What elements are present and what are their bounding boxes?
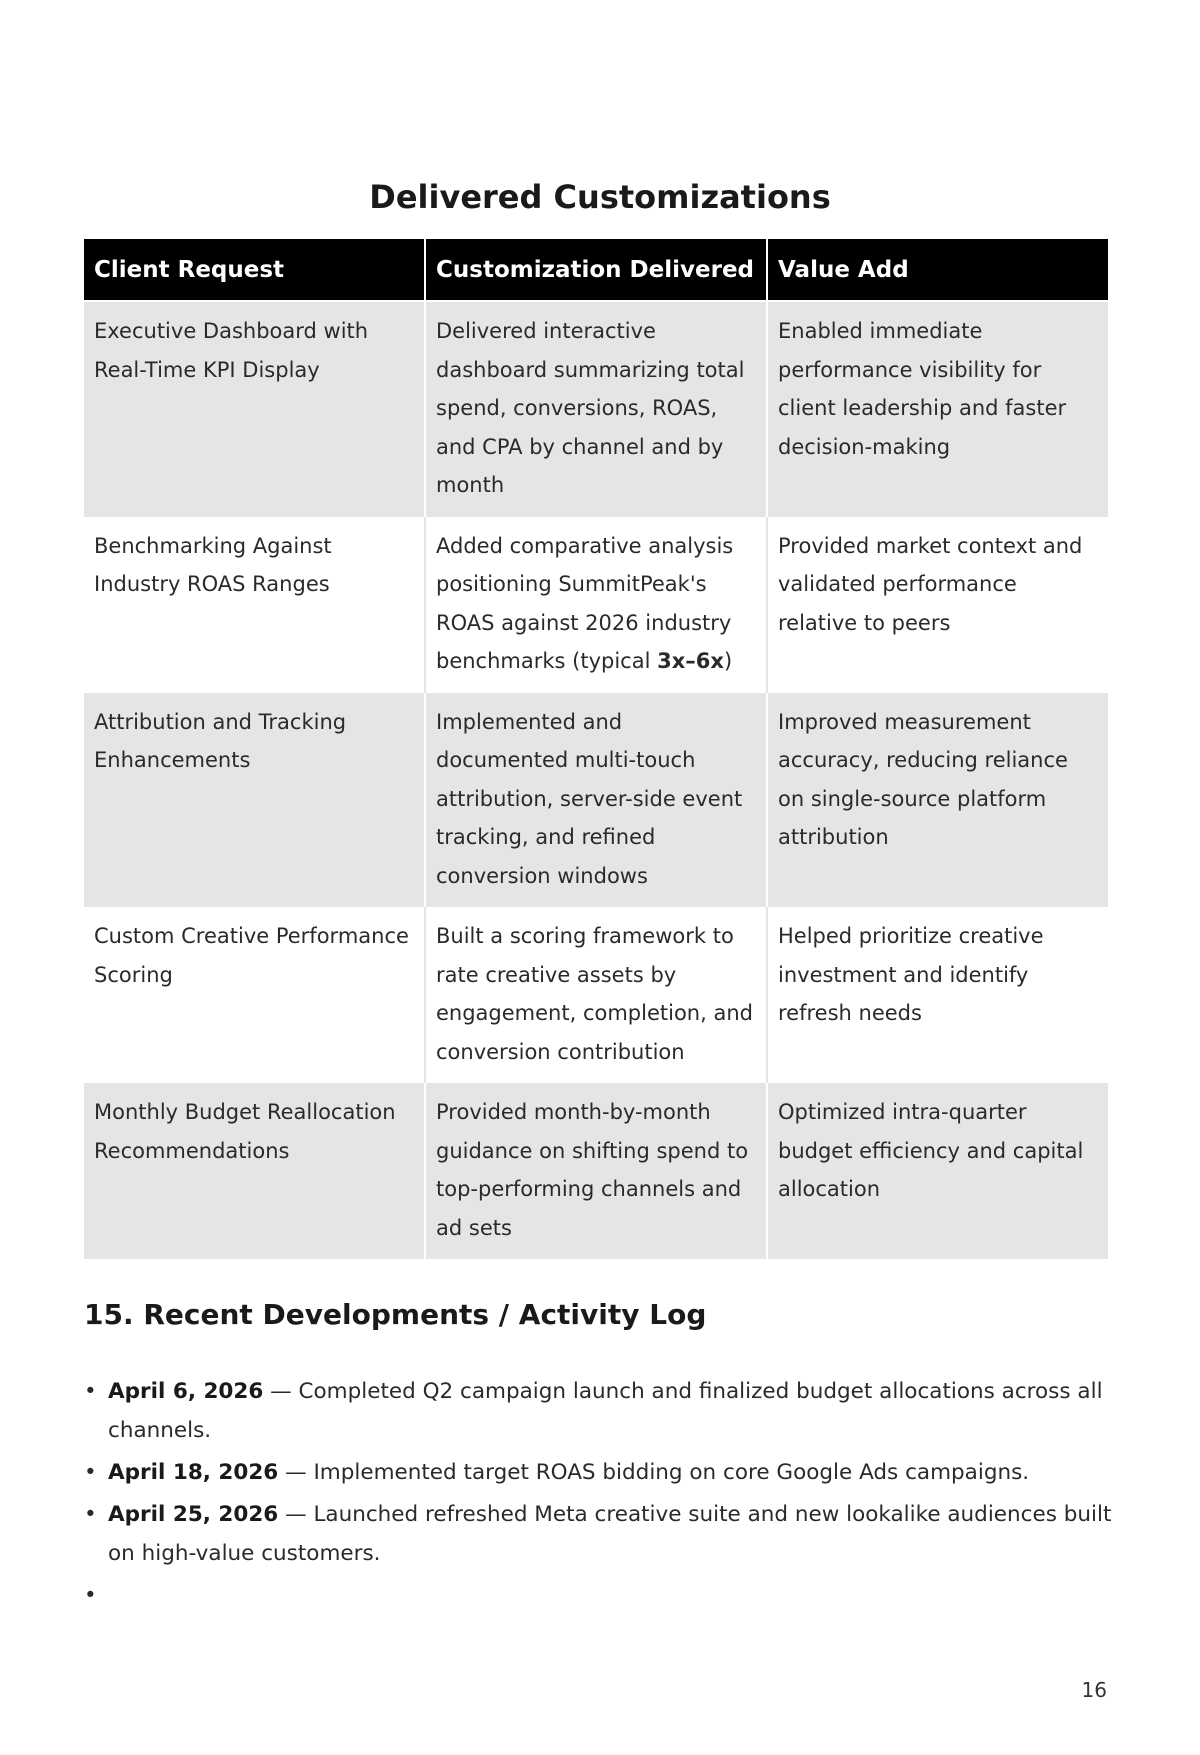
cell-value-add: Optimized intra-quarter budget efficiency and capital allocation <box>767 1083 1108 1259</box>
bullet-icon: • <box>84 1583 97 1608</box>
table-row <box>84 301 1108 517</box>
cell-text: Delivered interactive dashboard summarizing total spend, conversions, ROAS, and CPA by channel and by month <box>436 319 745 497</box>
page-number: 16 <box>1081 1678 1107 1702</box>
list-item <box>84 1453 1138 1492</box>
table-header-row <box>84 239 1108 301</box>
cell-value-add: Helped prioritize creative investment and identify refresh needs <box>767 907 1108 1083</box>
cell-client-request: Monthly Budget Reallocation Recommendations <box>84 1083 425 1259</box>
activity-date: April 6, 2026 <box>108 1379 264 1404</box>
bullet-icon: • <box>84 1460 97 1485</box>
cell-client-request: Attribution and Tracking Enhancements <box>84 693 425 908</box>
activity-log-heading: 15. Recent Developments / Activity Log <box>84 1298 707 1331</box>
section-title: Delivered Customizations <box>369 178 831 216</box>
cell-client-request: Executive Dashboard with Real-Time KPI Display <box>84 301 425 517</box>
table-row <box>84 693 1108 908</box>
cell-text: Added comparative analysis positioning SummitPeak's ROAS against 2026 industry benchmarks (typical <box>436 533 734 673</box>
list-item <box>84 1372 1138 1450</box>
cell-customization-delivered <box>425 907 767 1083</box>
cell-text: Implemented and documented multi-touch attribution, server-side event tracking, and refined conversion windows <box>436 709 743 888</box>
bullet-icon: • <box>84 1502 97 1527</box>
table-row <box>84 907 1108 1083</box>
activity-text: — Launched refreshed Meta creative suite and new lookalike audiences built on high-value customers. <box>108 1502 1112 1566</box>
activity-date: April 18, 2026 <box>108 1460 279 1485</box>
cell-customization-delivered <box>425 1083 767 1259</box>
table-row <box>84 517 1108 693</box>
cell-customization-delivered <box>425 517 767 693</box>
cell-client-request: Custom Creative Performance Scoring <box>84 907 425 1083</box>
cell-text: Built a scoring framework to rate creative assets by engagement, completion, and conversion contribution <box>436 924 753 1064</box>
cell-value-add: Enabled immediate performance visibility for client leadership and faster decision-making <box>767 301 1108 517</box>
cell-customization-delivered <box>425 301 767 517</box>
activity-log-list <box>84 1372 1138 1618</box>
header-customization-delivered: Customization Delivered <box>425 239 767 301</box>
cell-client-request: Benchmarking Against Industry ROAS Ranges <box>84 517 425 693</box>
activity-text: — Implemented target ROAS bidding on core Google Ads campaigns. <box>278 1460 1030 1485</box>
list-item <box>84 1495 1138 1573</box>
bullet-icon: • <box>84 1379 97 1404</box>
activity-text: — Completed Q2 campaign launch and finalized budget allocations across all channels. <box>108 1379 1103 1443</box>
cell-bold-text: 3x–6x <box>657 649 724 673</box>
cell-customization-delivered <box>425 693 767 908</box>
cell-text: Provided month-by-month guidance on shifting spend to top-performing channels and ad sets <box>436 1100 749 1240</box>
header-value-add: Value Add <box>767 239 1108 301</box>
header-client-request: Client Request <box>84 239 425 301</box>
table-row <box>84 1083 1108 1259</box>
cell-value-add: Provided market context and validated performance relative to peers <box>767 517 1108 693</box>
cell-text-suffix: ) <box>723 649 733 673</box>
activity-date: April 25, 2026 <box>108 1502 279 1527</box>
cell-value-add: Improved measurement accuracy, reducing reliance on single-source platform attribution <box>767 693 1108 908</box>
list-item <box>84 1576 1138 1615</box>
customizations-table <box>84 239 1108 1259</box>
